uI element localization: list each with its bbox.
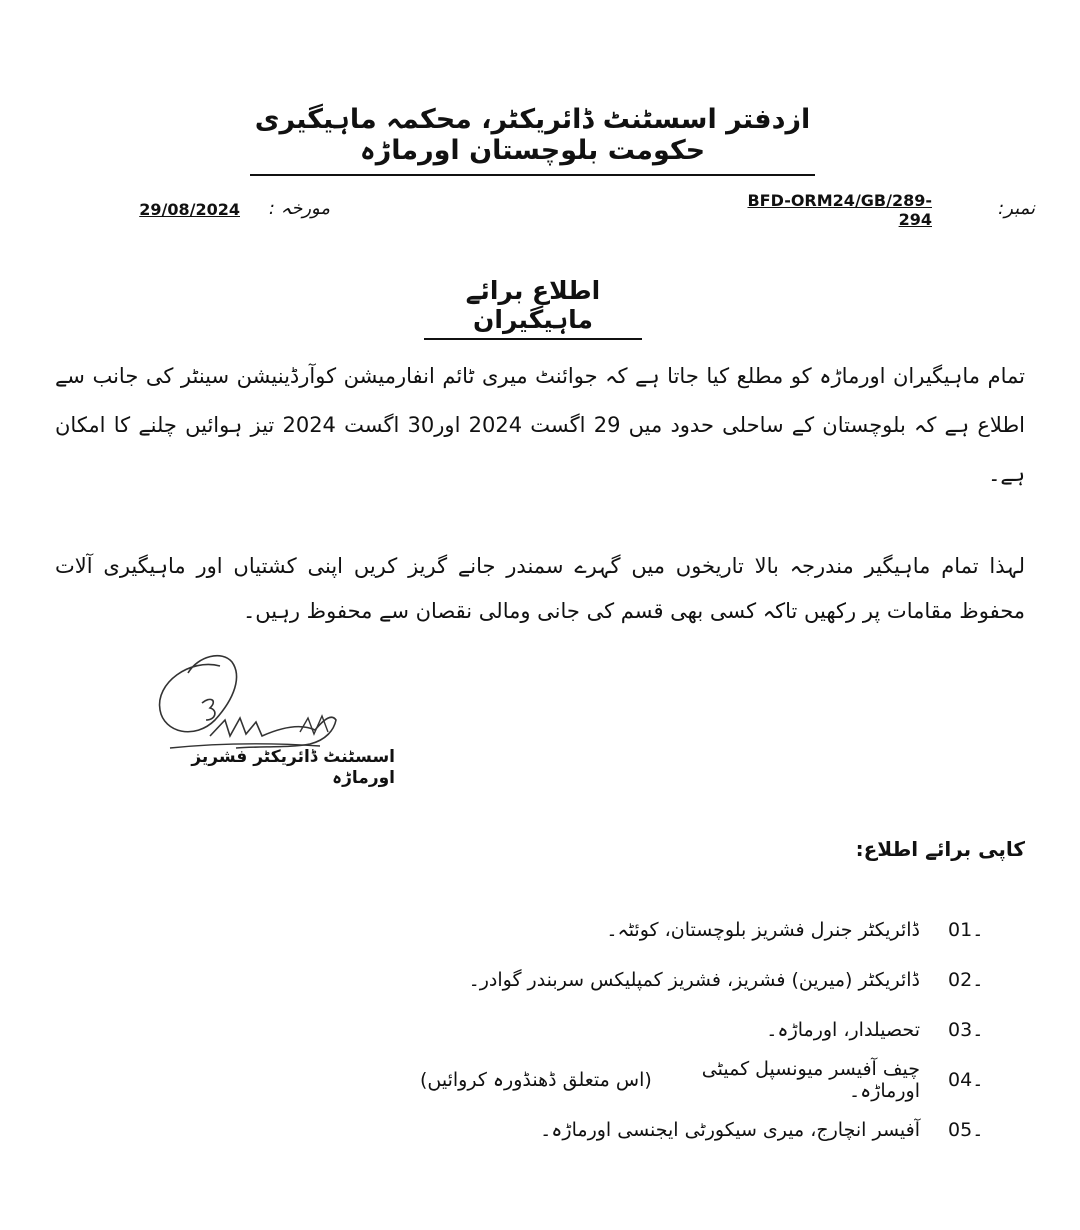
list-item-number: 02۔ <box>948 969 984 991</box>
list-item <box>60 905 1020 955</box>
list-item-number: 04۔ <box>948 1069 984 1091</box>
list-item-number: 03۔ <box>948 1019 984 1041</box>
list-item-text: چیف آفیسر میونسپل کمیٹی اورماڑہ۔ <box>701 1058 920 1102</box>
reference-number-label: نمبر: <box>998 198 1035 219</box>
notice-paragraph-1: تمام ماہیگیران اورماڑہ کو مطلع کیا جاتا ہے کہ جوائنٹ میری ٹائم انفارمیشن کوآرڈینیشن سینٹر کی جانب سے اطلاع ہے کہ بلوچستان کے ساحلی حدود میں 29 اگست 2024 اور30 اگست 2024 تیز ہوائیں چلنے کا امکان ہے۔ <box>55 364 1025 486</box>
list-item <box>60 1055 1020 1105</box>
list-item-text: تحصیلدار، اورماڑہ۔ <box>766 1019 920 1041</box>
letterhead-title: ازدفتر اسسٹنٹ ڈائریکٹر، محکمہ ماہیگیری حکومت بلوچستان اورماڑہ <box>250 104 815 176</box>
copy-to-heading: کاپی برائے اطلاع: <box>855 837 1025 861</box>
list-item-text: آفیسر انچارج، میری سیکورٹی ایجنسی اورماڑہ۔ <box>540 1119 920 1141</box>
reference-number: BFD-ORM24/GB/289-294 <box>747 191 932 229</box>
list-item <box>60 1005 1020 1055</box>
signature-caption: اسسٹنٹ ڈائریکٹر فشریز اورماڑہ <box>191 747 395 788</box>
list-item-note: (اس متعلق ڈھنڈورہ کروائیں) <box>420 1069 652 1091</box>
list-item <box>60 1105 1020 1155</box>
list-item-text: ڈائریکٹر (میرین) فشریز، فشریز کمپلیکس سربندر گوادر۔ <box>468 969 920 991</box>
list-item-number: 01۔ <box>948 919 984 941</box>
list-item-text: ڈائریکٹر جنرل فشریز بلوچستان، کوئٹہ۔ <box>606 919 920 941</box>
list-item-number: 05۔ <box>948 1119 984 1141</box>
notice-title: اطلاع برائے ماہیگیران <box>424 276 642 340</box>
date-label: مورخہ : <box>268 198 330 219</box>
date-value: 29/08/2024 <box>139 200 240 219</box>
signature-scribble <box>150 648 360 758</box>
notice-paragraph-2: لہذا تمام ماہیگیر مندرجہ بالا تاریخوں میں گہرے سمندر جانے گریز کریں اپنی کشتیاں اور ماہیگیری آلات محفوظ مقامات پر رکھیں تاکہ کسی بھی قسم کی جانی ومالی نقصان سے محفوظ رہیں۔ <box>55 554 1025 623</box>
copy-to-list <box>60 905 1020 1155</box>
list-item <box>60 955 1020 1005</box>
